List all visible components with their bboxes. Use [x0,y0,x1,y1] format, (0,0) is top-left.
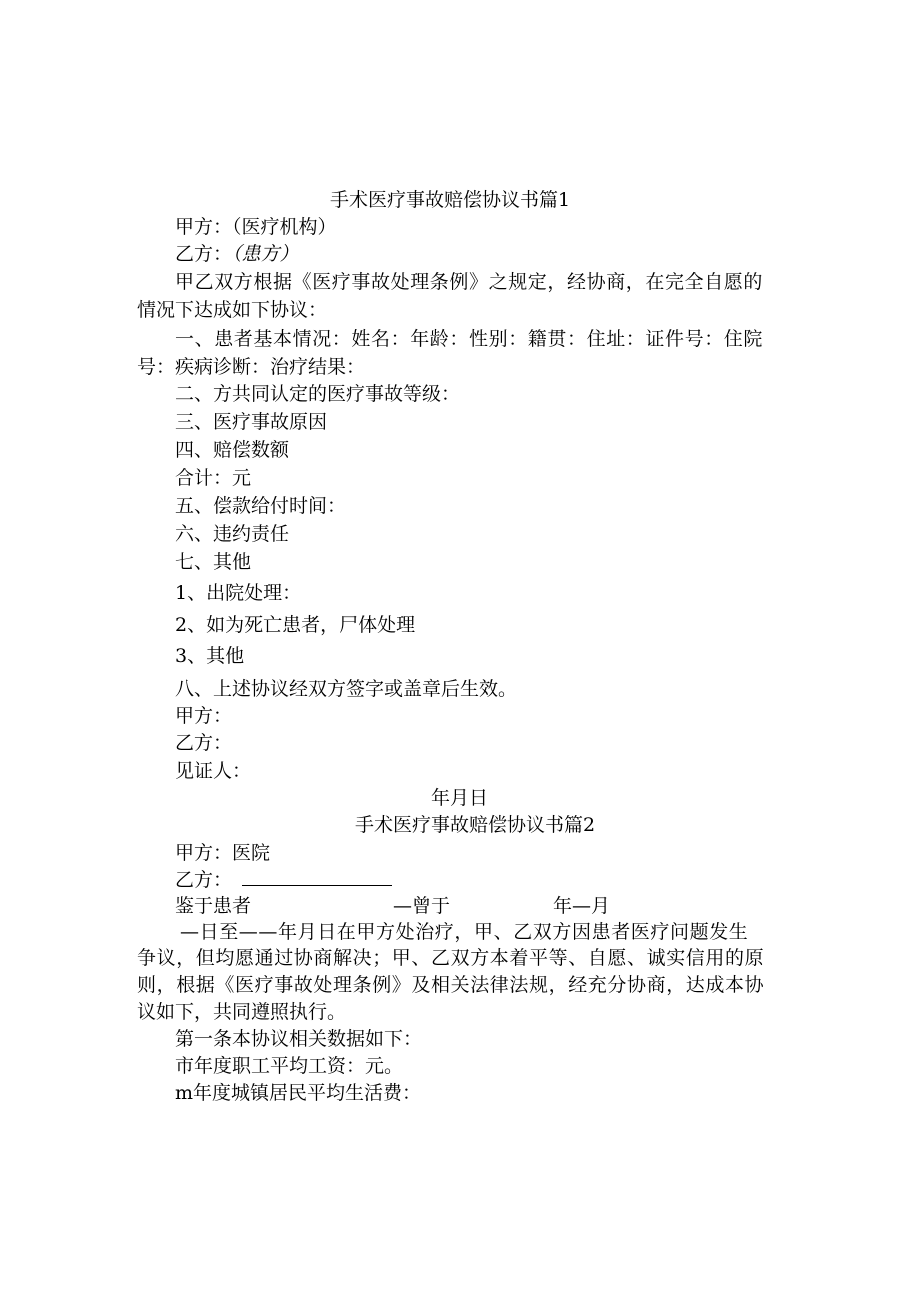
item-6: 六、违约责任 [175,523,290,545]
item-4: 四、赔偿数额 [175,439,290,461]
title-2: 手术医疗事故赔偿协议书篇2 [355,814,596,836]
given-b: —曾于 [393,895,451,917]
item-8: 八、上述协议经双方签字或盖章后生效。 [175,678,518,700]
article-1: 第一条本协议相关数据如下： [175,1028,423,1050]
s2-party-b-label: 乙方： [175,869,233,891]
party-a-line: 甲方：（医疗机构） [175,216,337,238]
item-2: 二、方共同认定的医疗事故等级： [175,383,461,405]
item-7: 七、其他 [175,551,252,573]
s2-party-a: 甲方：医院 [175,842,271,864]
party-b-line [175,241,299,267]
sub-item-3: 3、其他 [175,645,245,667]
s2-party-b [175,867,392,893]
sub-item-2: 2、如为死亡患者，尸体处理 [175,614,416,636]
s2-body-line-3: 则，根据《医疗事故处理条例》及相关法律法规，经充分协商，达成本协 [137,974,765,996]
sub-item-1: 1、出院处理： [175,582,302,604]
party-b-value: （患方） [232,243,299,265]
s2-body-line-2: 争议，但均愿通过协商解决；甲、乙双方本着平等、自愿、诚实信用的原 [137,947,765,969]
intro-line-2: 情况下达成如下协议： [137,299,328,321]
item-1-line-2: 号：疾病诊断：治疗结果： [137,356,366,378]
intro-line-1: 甲乙双方根据《医疗事故处理条例》之规定，经协商，在完全自愿的 [175,271,764,293]
sign-party-a: 甲方： [175,705,233,727]
given-a: 鉴于患者 [175,895,252,917]
given-c: 年—月 [553,895,611,917]
total-line: 合计：元 [175,467,252,489]
sign-party-b: 乙方： [175,732,233,754]
item-3: 三、医疗事故原因 [175,411,328,433]
title-1: 手术医疗事故赔偿协议书篇1 [330,189,571,211]
wage-line: 市年度职工平均工资：元。 [175,1055,404,1077]
s2-body-line-4: 议如下，共同遵照执行。 [137,1001,347,1023]
s2-body-line-1: —日至——年月日在甲方处治疗，甲、乙双方因患者医疗问题发生 [180,921,749,943]
living-cost-line: m年度城镇居民平均生活费： [175,1082,422,1104]
item-1-line-1: 一、患者基本情况：姓名：年龄：性别：籍贯：住址：证件号：住院 [175,328,764,350]
item-5: 五、偿款给付时间： [175,495,347,517]
witness-line: 见证人： [175,760,252,782]
party-b-blank [242,867,392,886]
date-line: 年月日 [431,787,489,809]
party-b-label: 乙方： [175,243,233,265]
